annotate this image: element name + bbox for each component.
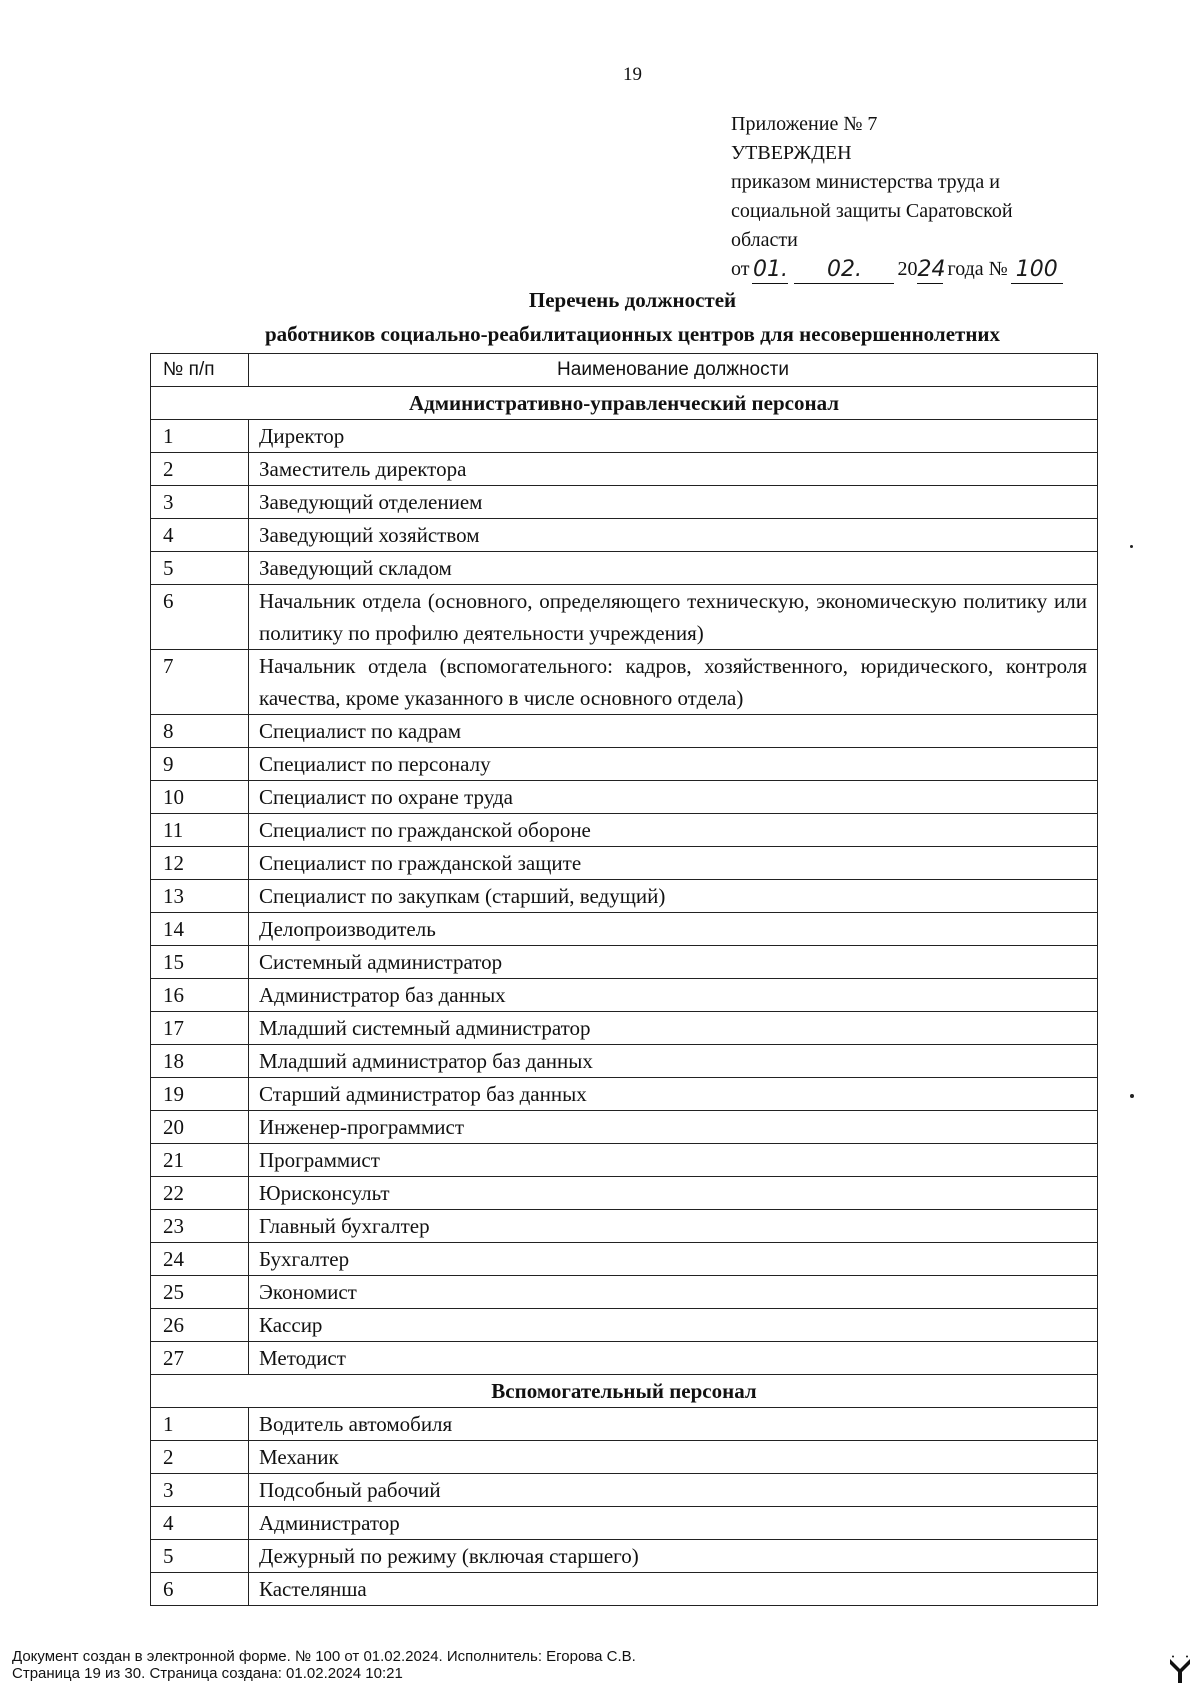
table-row <box>151 847 1098 880</box>
document-title: Перечень должностей <box>528 288 737 312</box>
appendix-label: Приложение № 7 <box>731 113 878 135</box>
year-word: года № <box>947 258 1008 280</box>
position-name: Специалист по кадрам <box>249 715 1098 748</box>
approval-line-3: области <box>731 229 798 251</box>
table-row <box>151 650 1098 715</box>
row-number: 22 <box>151 1177 249 1210</box>
row-number: 2 <box>151 453 249 486</box>
position-name: Программист <box>249 1144 1098 1177</box>
table-row <box>151 1144 1098 1177</box>
position-name: Администратор <box>249 1507 1098 1540</box>
table-row <box>151 1474 1098 1507</box>
table-row <box>151 453 1098 486</box>
row-number: 5 <box>151 1540 249 1573</box>
row-number: 6 <box>151 1573 249 1606</box>
section-header-row <box>151 1375 1098 1408</box>
table-row <box>151 1078 1098 1111</box>
table-row <box>151 1408 1098 1441</box>
row-number: 3 <box>151 486 249 519</box>
position-name: Младший администратор баз данных <box>249 1045 1098 1078</box>
row-number: 16 <box>151 979 249 1012</box>
table-row <box>151 715 1098 748</box>
position-name: Младший системный администратор <box>249 1012 1098 1045</box>
position-name: Методист <box>249 1342 1098 1375</box>
table-row <box>151 585 1098 650</box>
position-name: Заместитель директора <box>249 453 1098 486</box>
position-name: Экономист <box>249 1276 1098 1309</box>
table-row <box>151 748 1098 781</box>
header-number: № п/п <box>151 354 249 387</box>
table-row <box>151 1309 1098 1342</box>
row-number: 23 <box>151 1210 249 1243</box>
row-number: 5 <box>151 552 249 585</box>
position-name: Главный бухгалтер <box>249 1210 1098 1243</box>
table-row <box>151 1573 1098 1606</box>
table-row <box>151 1507 1098 1540</box>
date-day: 01. <box>752 257 788 282</box>
table-row <box>151 519 1098 552</box>
position-name: Дежурный по режиму (включая старшего) <box>249 1540 1098 1573</box>
document-subtitle: работников социально-реабилитационных центров для несовершеннолетних <box>264 322 1001 346</box>
row-number: 1 <box>151 420 249 453</box>
row-number: 15 <box>151 946 249 979</box>
approval-line-2: социальной защиты Саратовской <box>731 200 1013 222</box>
table-row <box>151 913 1098 946</box>
position-name: Делопроизводитель <box>249 913 1098 946</box>
page-number: 19 <box>623 64 642 85</box>
position-name: Инженер-программист <box>249 1111 1098 1144</box>
table-row <box>151 1441 1098 1474</box>
position-name: Администратор баз данных <box>249 979 1098 1012</box>
section-title: Вспомогательный персонал <box>151 1375 1098 1408</box>
table-row <box>151 946 1098 979</box>
section-title: Административно-управленческий персонал <box>151 387 1098 420</box>
order-number: 100 <box>1011 259 1063 284</box>
table-row <box>151 814 1098 847</box>
row-number: 17 <box>151 1012 249 1045</box>
row-number: 1 <box>151 1408 249 1441</box>
row-number: 25 <box>151 1276 249 1309</box>
table-row <box>151 781 1098 814</box>
table-row <box>151 420 1098 453</box>
position-name: Подсобный рабочий <box>249 1474 1098 1507</box>
row-number: 12 <box>151 847 249 880</box>
scan-speck <box>1130 545 1133 548</box>
footer-line-2: Страница 19 из 30. Страница создана: 01.02.2024 10:21 <box>12 1665 403 1682</box>
row-number: 20 <box>151 1111 249 1144</box>
positions-table <box>150 353 1098 1606</box>
row-number: 7 <box>151 650 249 715</box>
row-number: 10 <box>151 781 249 814</box>
position-name: Начальник отдела (вспомогательного: кадров, хозяйственного, юридического, контроля качества, кроме указанного в числе основного отдела) <box>249 650 1098 715</box>
approved-label: УТВЕРЖДЕН <box>731 142 852 164</box>
row-number: 24 <box>151 1243 249 1276</box>
position-name: Начальник отдела (основного, определяющего техническую, экономическую политику или политику по профилю деятельности учреждения) <box>249 585 1098 650</box>
row-number: 19 <box>151 1078 249 1111</box>
position-name: Специалист по гражданской защите <box>249 847 1098 880</box>
table-row <box>151 1342 1098 1375</box>
table-row <box>151 1012 1098 1045</box>
year-suffix: 24 <box>917 257 946 282</box>
position-name: Заведующий хозяйством <box>249 519 1098 552</box>
table-row <box>151 1210 1098 1243</box>
position-name: Кассир <box>249 1309 1098 1342</box>
position-name: Специалист по закупкам (старший, ведущий) <box>249 880 1098 913</box>
row-number: 27 <box>151 1342 249 1375</box>
row-number: 8 <box>151 715 249 748</box>
table-row <box>151 1111 1098 1144</box>
approval-line-1: приказом министерства труда и <box>731 171 1000 193</box>
table-row <box>151 1243 1098 1276</box>
table-row <box>151 1540 1098 1573</box>
row-number: 21 <box>151 1144 249 1177</box>
row-number: 18 <box>151 1045 249 1078</box>
table-row <box>151 486 1098 519</box>
row-number: 13 <box>151 880 249 913</box>
approval-block <box>731 110 1091 284</box>
row-number: 9 <box>151 748 249 781</box>
row-number: 14 <box>151 913 249 946</box>
position-name: Старший администратор баз данных <box>249 1078 1098 1111</box>
row-number: 3 <box>151 1474 249 1507</box>
section-header-row <box>151 387 1098 420</box>
table-header-row <box>151 354 1098 387</box>
footer-line-1: Документ создан в электронной форме. № 100 от 01.02.2024. Исполнитель: Егорова С.В. <box>12 1648 636 1665</box>
row-number: 26 <box>151 1309 249 1342</box>
position-name: Кастелянша <box>249 1573 1098 1606</box>
position-name: Заведующий складом <box>249 552 1098 585</box>
position-name: Специалист по персоналу <box>249 748 1098 781</box>
year-prefix: 20 <box>897 258 918 280</box>
table-row <box>151 1276 1098 1309</box>
position-name: Заведующий отделением <box>249 486 1098 519</box>
table-row <box>151 552 1098 585</box>
row-number: 4 <box>151 1507 249 1540</box>
position-name: Бухгалтер <box>249 1243 1098 1276</box>
position-name: Системный администратор <box>249 946 1098 979</box>
row-number: 4 <box>151 519 249 552</box>
position-name: Специалист по охране труда <box>249 781 1098 814</box>
date-prefix: от <box>731 258 750 280</box>
header-position-name: Наименование должности <box>249 354 1098 387</box>
table-row <box>151 880 1098 913</box>
scan-speck <box>1130 1094 1134 1098</box>
position-name: Специалист по гражданской обороне <box>249 814 1098 847</box>
emblem-icon <box>1168 1655 1192 1685</box>
row-number: 11 <box>151 814 249 847</box>
table-row <box>151 1045 1098 1078</box>
position-name: Водитель автомобиля <box>249 1408 1098 1441</box>
footer <box>12 1648 636 1682</box>
date-month: 02. <box>794 259 894 284</box>
position-name: Механик <box>249 1441 1098 1474</box>
position-name: Юрисконсульт <box>249 1177 1098 1210</box>
position-name: Директор <box>249 420 1098 453</box>
approval-date-line <box>731 255 1091 284</box>
table-row <box>151 1177 1098 1210</box>
row-number: 6 <box>151 585 249 650</box>
table-row <box>151 979 1098 1012</box>
row-number: 2 <box>151 1441 249 1474</box>
